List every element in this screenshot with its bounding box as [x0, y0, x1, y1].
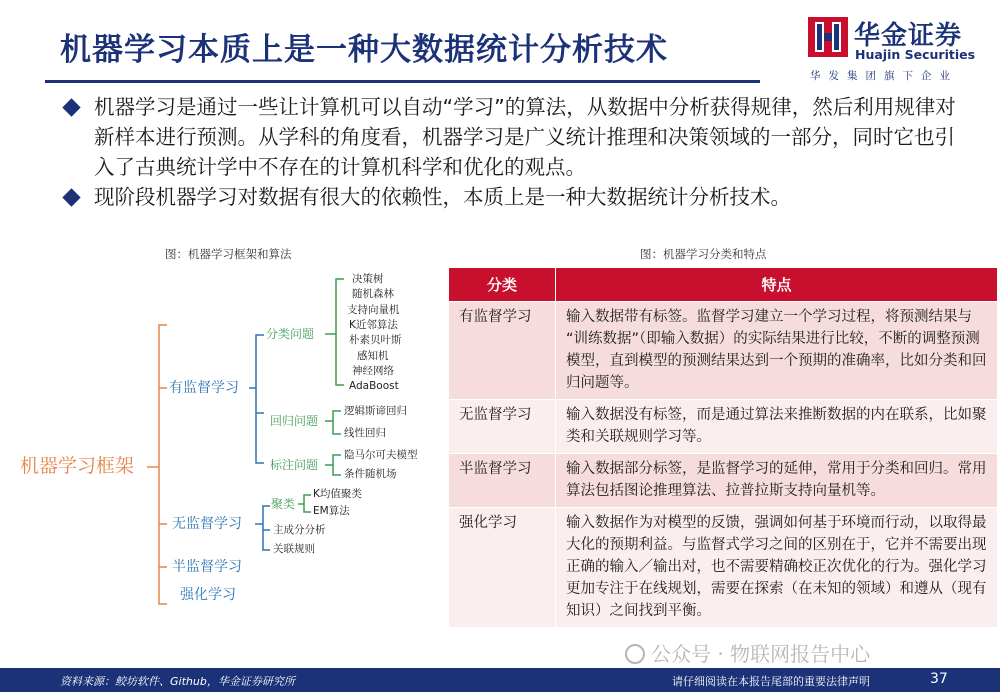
tree-node-semi-supervised: 半监督学习	[172, 559, 242, 575]
huajin-logo-icon	[808, 17, 848, 57]
company-logo	[808, 14, 988, 84]
tree-root: 机器学习框架	[20, 455, 135, 477]
table-cell-category: 无监督学习	[449, 400, 556, 454]
table-cell-feature: 输入数据没有标签，而是通过算法来推断数据的内在联系，比如聚类和关联规则学习等。	[556, 400, 998, 454]
page-title: 机器学习本质上是一种大数据统计分析技术	[60, 32, 668, 68]
table-cell-feature: 输入数据作为对模型的反馈，强调如何基于环境而行动，以取得最大化的预期利益。与监督式学习之间的区别在于，它并不需要出现正确的输入／输出对，也不需要精确校正次优化的行为。强化学习更加专注于在线规划，需要在探索（在未知的领域）和遵从（现有知识）之间找到平衡。	[556, 508, 998, 628]
regression-bracket	[333, 411, 341, 434]
table-row	[449, 302, 998, 400]
table-header-row	[449, 268, 998, 302]
page-number: 37	[930, 671, 948, 687]
table-cell-feature: 输入数据带有标签。监督学习建立一个学习过程，将预测结果与 “训练数据”（即输入数据）的实际结果进行比较，不断的调整预测模型，直到模型的预测结果达到一个预期的准确率，比如分类和回归问题等。	[556, 302, 998, 400]
ml-category-table	[448, 267, 998, 628]
tree-node-tagging: 标注问题	[270, 458, 319, 472]
tree-leaf: 隐马尔可夫模型	[344, 449, 418, 461]
table-row	[449, 454, 998, 508]
tree-node-unsupervised: 无监督学习	[172, 516, 242, 532]
classification-bracket	[336, 279, 344, 385]
bullet-text: 机器学习是通过一些让计算机可以自动“学习”的算法，从数据中分析获得规律，然后利用规律对新样本进行预测。从学科的角度看，机器学习是广义统计推理和决策领域的一部分，同时它也引入了古典统计学中不存在的计算机科学和优化的观点。	[94, 95, 956, 179]
tree-leaf: K近邻算法	[349, 319, 398, 331]
diamond-bullet-icon	[62, 98, 80, 116]
logo-chinese-name: 华金证券	[854, 21, 963, 51]
supervised-bracket	[256, 335, 264, 463]
tree-leaf: 感知机	[357, 350, 389, 362]
tree-leaf: AdaBoost	[349, 380, 399, 392]
tree-node-reinforcement: 强化学习	[180, 587, 236, 603]
tree-leaf: 主成分分析	[273, 524, 326, 536]
unsupervised-bracket	[263, 506, 270, 550]
tree-leaf: 条件随机场	[344, 468, 397, 480]
table-header-category: 分类	[449, 268, 556, 302]
tree-leaf: 神经网络	[352, 365, 394, 377]
title-underline	[45, 80, 760, 83]
tree-leaf: 线性回归	[344, 427, 386, 439]
tree-leaf: 随机森林	[352, 288, 394, 300]
legal-disclaimer: 请仔细阅读在本报告尾部的重要法律声明	[672, 675, 870, 688]
tree-leaf: 支持向量机	[347, 304, 400, 316]
logo-english-name: Huajin Securities	[855, 47, 976, 62]
table-cell-category: 有监督学习	[449, 302, 556, 400]
tree-node-classification: 分类问题	[266, 327, 315, 341]
tree-node-supervised: 有监督学习	[169, 380, 239, 396]
ml-framework-diagram	[15, 262, 435, 612]
tagging-bracket	[333, 455, 341, 475]
tree-node-regression: 回归问题	[270, 414, 319, 428]
tree-leaf: 逻辑斯谛回归	[344, 405, 407, 417]
bullet-item	[62, 182, 962, 212]
bullet-list	[62, 92, 962, 212]
table-row	[449, 508, 998, 628]
table-cell-category: 半监督学习	[449, 454, 556, 508]
root-bracket	[159, 325, 167, 604]
clustering-bracket	[304, 495, 311, 512]
bullet-text: 现阶段机器学习对数据有很大的依赖性，本质上是一种大数据统计分析技术。	[94, 185, 791, 209]
table-cell-feature: 输入数据部分标签，是监督学习的延伸，常用于分类和回归。常用算法包括图论推理算法、拉普拉斯支持向量机等。	[556, 454, 998, 508]
logo-tagline: 华发集团旗下企业	[810, 70, 958, 82]
source-note: 资料来源：鲛坊软件、Github，华金证券研究所	[60, 675, 295, 688]
table-row	[449, 400, 998, 454]
footer-bar	[0, 668, 1000, 692]
table-cell-category: 强化学习	[449, 508, 556, 628]
tree-leaf: 朴素贝叶斯	[349, 334, 402, 346]
tree-leaf: 关联规则	[273, 543, 315, 555]
tree-leaf: EM算法	[313, 505, 350, 517]
tree-leaf: K均值聚类	[313, 488, 362, 500]
table-header-feature: 特点	[556, 268, 998, 302]
diagram-caption: 图：机器学习框架和算法	[165, 247, 292, 261]
diamond-bullet-icon	[62, 188, 80, 206]
table-caption: 图：机器学习分类和特点	[640, 247, 767, 261]
watermark	[625, 638, 870, 667]
wechat-icon	[625, 644, 645, 664]
bullet-item	[62, 92, 962, 182]
tree-leaf: 决策树	[352, 273, 384, 285]
watermark-text: 公众号 · 物联网报告中心	[651, 642, 871, 666]
tree-node-clustering: 聚类	[271, 497, 296, 511]
